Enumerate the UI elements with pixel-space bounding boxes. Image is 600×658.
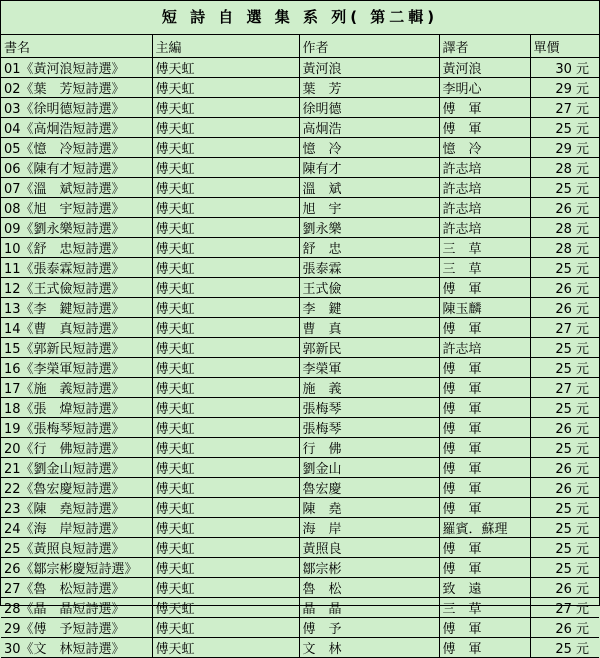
- translator-cell: 傅 軍: [439, 438, 530, 458]
- table-row: [1, 98, 599, 118]
- book-title-cell: 16《李榮軍短詩選》: [1, 358, 152, 378]
- price-cell: 25 元: [530, 498, 599, 518]
- author-cell: 曹 真: [299, 318, 439, 338]
- author-cell: 陳有才: [299, 158, 439, 178]
- editor-cell: 傅天虹: [152, 578, 299, 598]
- editor-cell: 傅天虹: [152, 78, 299, 98]
- translator-cell: 憶 冷: [439, 138, 530, 158]
- editor-cell: 傅天虹: [152, 238, 299, 258]
- table-row: [1, 338, 599, 358]
- price-cell: 25 元: [530, 118, 599, 138]
- table-row: [1, 418, 599, 438]
- price-cell: 26 元: [530, 198, 599, 218]
- translator-cell: 傅 軍: [439, 358, 530, 378]
- editor-cell: 傅天虹: [152, 358, 299, 378]
- price-cell: 27 元: [530, 98, 599, 118]
- table-row: [1, 378, 599, 398]
- translator-cell: 陳玉麟: [439, 298, 530, 318]
- author-cell: 舒 忠: [299, 238, 439, 258]
- book-title-cell: 21《劉金山短詩選》: [1, 458, 152, 478]
- author-cell: 溫 斌: [299, 178, 439, 198]
- price-cell: 30 元: [530, 58, 599, 78]
- editor-cell: 傅天虹: [152, 178, 299, 198]
- book-title-cell: 13《李 鍵短詩選》: [1, 298, 152, 318]
- book-title-cell: 09《劉永樂短詩選》: [1, 218, 152, 238]
- translator-cell: 許志培: [439, 338, 530, 358]
- price-cell: 26 元: [530, 418, 599, 438]
- author-cell: 高炯浩: [299, 118, 439, 138]
- table-row: [1, 538, 599, 558]
- book-table: [1, 35, 599, 658]
- translator-cell: 傅 軍: [439, 458, 530, 478]
- editor-cell: 傅天虹: [152, 618, 299, 638]
- editor-cell: 傅天虹: [152, 558, 299, 578]
- translator-cell: 傅 軍: [439, 398, 530, 418]
- book-title-cell: 01《黃河浪短詩選》: [1, 58, 152, 78]
- editor-cell: 傅天虹: [152, 118, 299, 138]
- price-cell: 27 元: [530, 378, 599, 398]
- price-cell: 28 元: [530, 158, 599, 178]
- editor-cell: 傅天虹: [152, 438, 299, 458]
- author-cell: 徐明德: [299, 98, 439, 118]
- editor-cell: 傅天虹: [152, 638, 299, 658]
- editor-cell: 傅天虹: [152, 158, 299, 178]
- table-row: [1, 118, 599, 138]
- translator-cell: 傅 軍: [439, 538, 530, 558]
- price-cell: 25 元: [530, 398, 599, 418]
- editor-cell: 傅天虹: [152, 58, 299, 78]
- author-cell: 郭新民: [299, 338, 439, 358]
- author-cell: 旭 宇: [299, 198, 439, 218]
- author-cell: 王式儉: [299, 278, 439, 298]
- price-cell: 27 元: [530, 318, 599, 338]
- translator-cell: 許志培: [439, 218, 530, 238]
- author-cell: 張泰霖: [299, 258, 439, 278]
- book-title-cell: 20《行 佛短詩選》: [1, 438, 152, 458]
- book-title-cell: 14《曹 真短詩選》: [1, 318, 152, 338]
- editor-cell: 傅天虹: [152, 198, 299, 218]
- translator-cell: 傅 軍: [439, 638, 530, 658]
- author-cell: 張梅琴: [299, 418, 439, 438]
- table-row: [1, 638, 599, 658]
- translator-cell: 傅 軍: [439, 118, 530, 138]
- book-title-cell: 08《旭 宇短詩選》: [1, 198, 152, 218]
- translator-cell: 傅 軍: [439, 558, 530, 578]
- book-title-cell: 07《溫 斌短詩選》: [1, 178, 152, 198]
- header-price: 單價: [530, 35, 599, 58]
- book-title-cell: 30《文 林短詩選》: [1, 638, 152, 658]
- translator-cell: 許志培: [439, 178, 530, 198]
- translator-cell: 李明心: [439, 78, 530, 98]
- book-title-cell: 10《舒 忠短詩選》: [1, 238, 152, 258]
- table-row: [1, 618, 599, 638]
- table-row: [1, 318, 599, 338]
- table-row: [1, 258, 599, 278]
- price-cell: 26 元: [530, 458, 599, 478]
- book-title-cell: 02《葉 芳短詩選》: [1, 78, 152, 98]
- book-title-cell: 29《傅 予短詩選》: [1, 618, 152, 638]
- header-author: 作者: [299, 35, 439, 58]
- book-title-cell: 26《鄒宗彬慶短詩選》: [1, 558, 152, 578]
- price-cell: 25 元: [530, 178, 599, 198]
- price-cell: 25 元: [530, 558, 599, 578]
- book-title-cell: 19《張梅琴短詩選》: [1, 418, 152, 438]
- translator-cell: 黃河浪: [439, 58, 530, 78]
- editor-cell: 傅天虹: [152, 398, 299, 418]
- table-row: [1, 238, 599, 258]
- table-row: [1, 78, 599, 98]
- editor-cell: 傅天虹: [152, 298, 299, 318]
- editor-cell: 傅天虹: [152, 598, 299, 618]
- price-cell: 28 元: [530, 218, 599, 238]
- translator-cell: 致 遠: [439, 578, 530, 598]
- editor-cell: 傅天虹: [152, 318, 299, 338]
- table-row: [1, 478, 599, 498]
- book-title-cell: 27《魯 松短詩選》: [1, 578, 152, 598]
- book-title-cell: 11《張泰霖短詩選》: [1, 258, 152, 278]
- price-cell: 26 元: [530, 278, 599, 298]
- author-cell: 劉永樂: [299, 218, 439, 238]
- header-book-title: 書名: [1, 35, 152, 58]
- author-cell: 行 佛: [299, 438, 439, 458]
- book-title-cell: 15《郭新民短詩選》: [1, 338, 152, 358]
- author-cell: 憶 冷: [299, 138, 439, 158]
- editor-cell: 傅天虹: [152, 338, 299, 358]
- translator-cell: 傅 軍: [439, 318, 530, 338]
- table-row: [1, 138, 599, 158]
- book-title-cell: 17《施 義短詩選》: [1, 378, 152, 398]
- author-cell: 傅 予: [299, 618, 439, 638]
- table-row: [1, 398, 599, 418]
- table-row: [1, 598, 599, 618]
- translator-cell: 傅 軍: [439, 98, 530, 118]
- book-title-cell: 04《高炯浩短詩選》: [1, 118, 152, 138]
- author-cell: 文 林: [299, 638, 439, 658]
- price-cell: 25 元: [530, 358, 599, 378]
- table-row: [1, 218, 599, 238]
- price-cell: 26 元: [530, 618, 599, 638]
- translator-cell: 傅 軍: [439, 278, 530, 298]
- table-row: [1, 198, 599, 218]
- author-cell: 葉 芳: [299, 78, 439, 98]
- editor-cell: 傅天虹: [152, 478, 299, 498]
- translator-cell: 傅 軍: [439, 378, 530, 398]
- price-cell: 25 元: [530, 538, 599, 558]
- price-cell: 25 元: [530, 638, 599, 658]
- book-title-cell: 06《陳有才短詩選》: [1, 158, 152, 178]
- table-row: [1, 358, 599, 378]
- table-row: [1, 178, 599, 198]
- editor-cell: 傅天虹: [152, 98, 299, 118]
- editor-cell: 傅天虹: [152, 498, 299, 518]
- price-cell: 26 元: [530, 478, 599, 498]
- table-row: [1, 438, 599, 458]
- translator-cell: 三 草: [439, 258, 530, 278]
- translator-cell: 傅 軍: [439, 498, 530, 518]
- editor-cell: 傅天虹: [152, 538, 299, 558]
- header-row: [1, 35, 599, 58]
- author-cell: 劉金山: [299, 458, 439, 478]
- editor-cell: 傅天虹: [152, 458, 299, 478]
- translator-cell: 許志培: [439, 198, 530, 218]
- price-cell: 29 元: [530, 78, 599, 98]
- author-cell: 陳 堯: [299, 498, 439, 518]
- author-cell: 魯 松: [299, 578, 439, 598]
- author-cell: 黃照良: [299, 538, 439, 558]
- price-cell: 27 元: [530, 598, 599, 618]
- table-row: [1, 518, 599, 538]
- book-title-cell: 25《黃照良短詩選》: [1, 538, 152, 558]
- translator-cell: 傅 軍: [439, 618, 530, 638]
- page-title: 短 詩 自 選 集 系 列( 第二輯): [1, 1, 599, 35]
- book-title-cell: 05《憶 冷短詩選》: [1, 138, 152, 158]
- author-cell: 李榮軍: [299, 358, 439, 378]
- table-row: [1, 498, 599, 518]
- price-cell: 25 元: [530, 518, 599, 538]
- author-cell: 李 鍵: [299, 298, 439, 318]
- editor-cell: 傅天虹: [152, 518, 299, 538]
- table-row: [1, 278, 599, 298]
- editor-cell: 傅天虹: [152, 138, 299, 158]
- table-row: [1, 158, 599, 178]
- editor-cell: 傅天虹: [152, 278, 299, 298]
- translator-cell: 三 草: [439, 598, 530, 618]
- translator-cell: 傅 軍: [439, 418, 530, 438]
- book-title-cell: 24《海 岸短詩選》: [1, 518, 152, 538]
- author-cell: 魯宏慶: [299, 478, 439, 498]
- book-title-cell: 03《徐明德短詩選》: [1, 98, 152, 118]
- table-row: [1, 558, 599, 578]
- editor-cell: 傅天虹: [152, 258, 299, 278]
- price-cell: 25 元: [530, 438, 599, 458]
- price-cell: 29 元: [530, 138, 599, 158]
- author-cell: 海 岸: [299, 518, 439, 538]
- price-cell: 25 元: [530, 338, 599, 358]
- table-row: [1, 578, 599, 598]
- author-cell: 施 義: [299, 378, 439, 398]
- book-title-cell: 18《張 煒短詩選》: [1, 398, 152, 418]
- table-row: [1, 58, 599, 78]
- book-title-cell: 23《陳 堯短詩選》: [1, 498, 152, 518]
- translator-cell: 三 草: [439, 238, 530, 258]
- editor-cell: 傅天虹: [152, 378, 299, 398]
- price-cell: 26 元: [530, 578, 599, 598]
- author-cell: 鄒宗彬: [299, 558, 439, 578]
- table-row: [1, 458, 599, 478]
- author-cell: 晶 晶: [299, 598, 439, 618]
- header-translator: 譯者: [439, 35, 530, 58]
- price-cell: 28 元: [530, 238, 599, 258]
- table-row: [1, 298, 599, 318]
- header-editor: 主編: [152, 35, 299, 58]
- author-cell: 黃河浪: [299, 58, 439, 78]
- price-cell: 25 元: [530, 258, 599, 278]
- editor-cell: 傅天虹: [152, 418, 299, 438]
- table-body: [1, 58, 599, 658]
- translator-cell: 許志培: [439, 158, 530, 178]
- translator-cell: 傅 軍: [439, 478, 530, 498]
- price-cell: 26 元: [530, 298, 599, 318]
- book-title-cell: 12《王式儉短詩選》: [1, 278, 152, 298]
- book-title-cell: 22《魯宏慶短詩選》: [1, 478, 152, 498]
- author-cell: 張梅琴: [299, 398, 439, 418]
- editor-cell: 傅天虹: [152, 218, 299, 238]
- book-title-cell: 28《晶 晶短詩選》: [1, 598, 152, 618]
- translator-cell: 羅賓．蘇理: [439, 518, 530, 538]
